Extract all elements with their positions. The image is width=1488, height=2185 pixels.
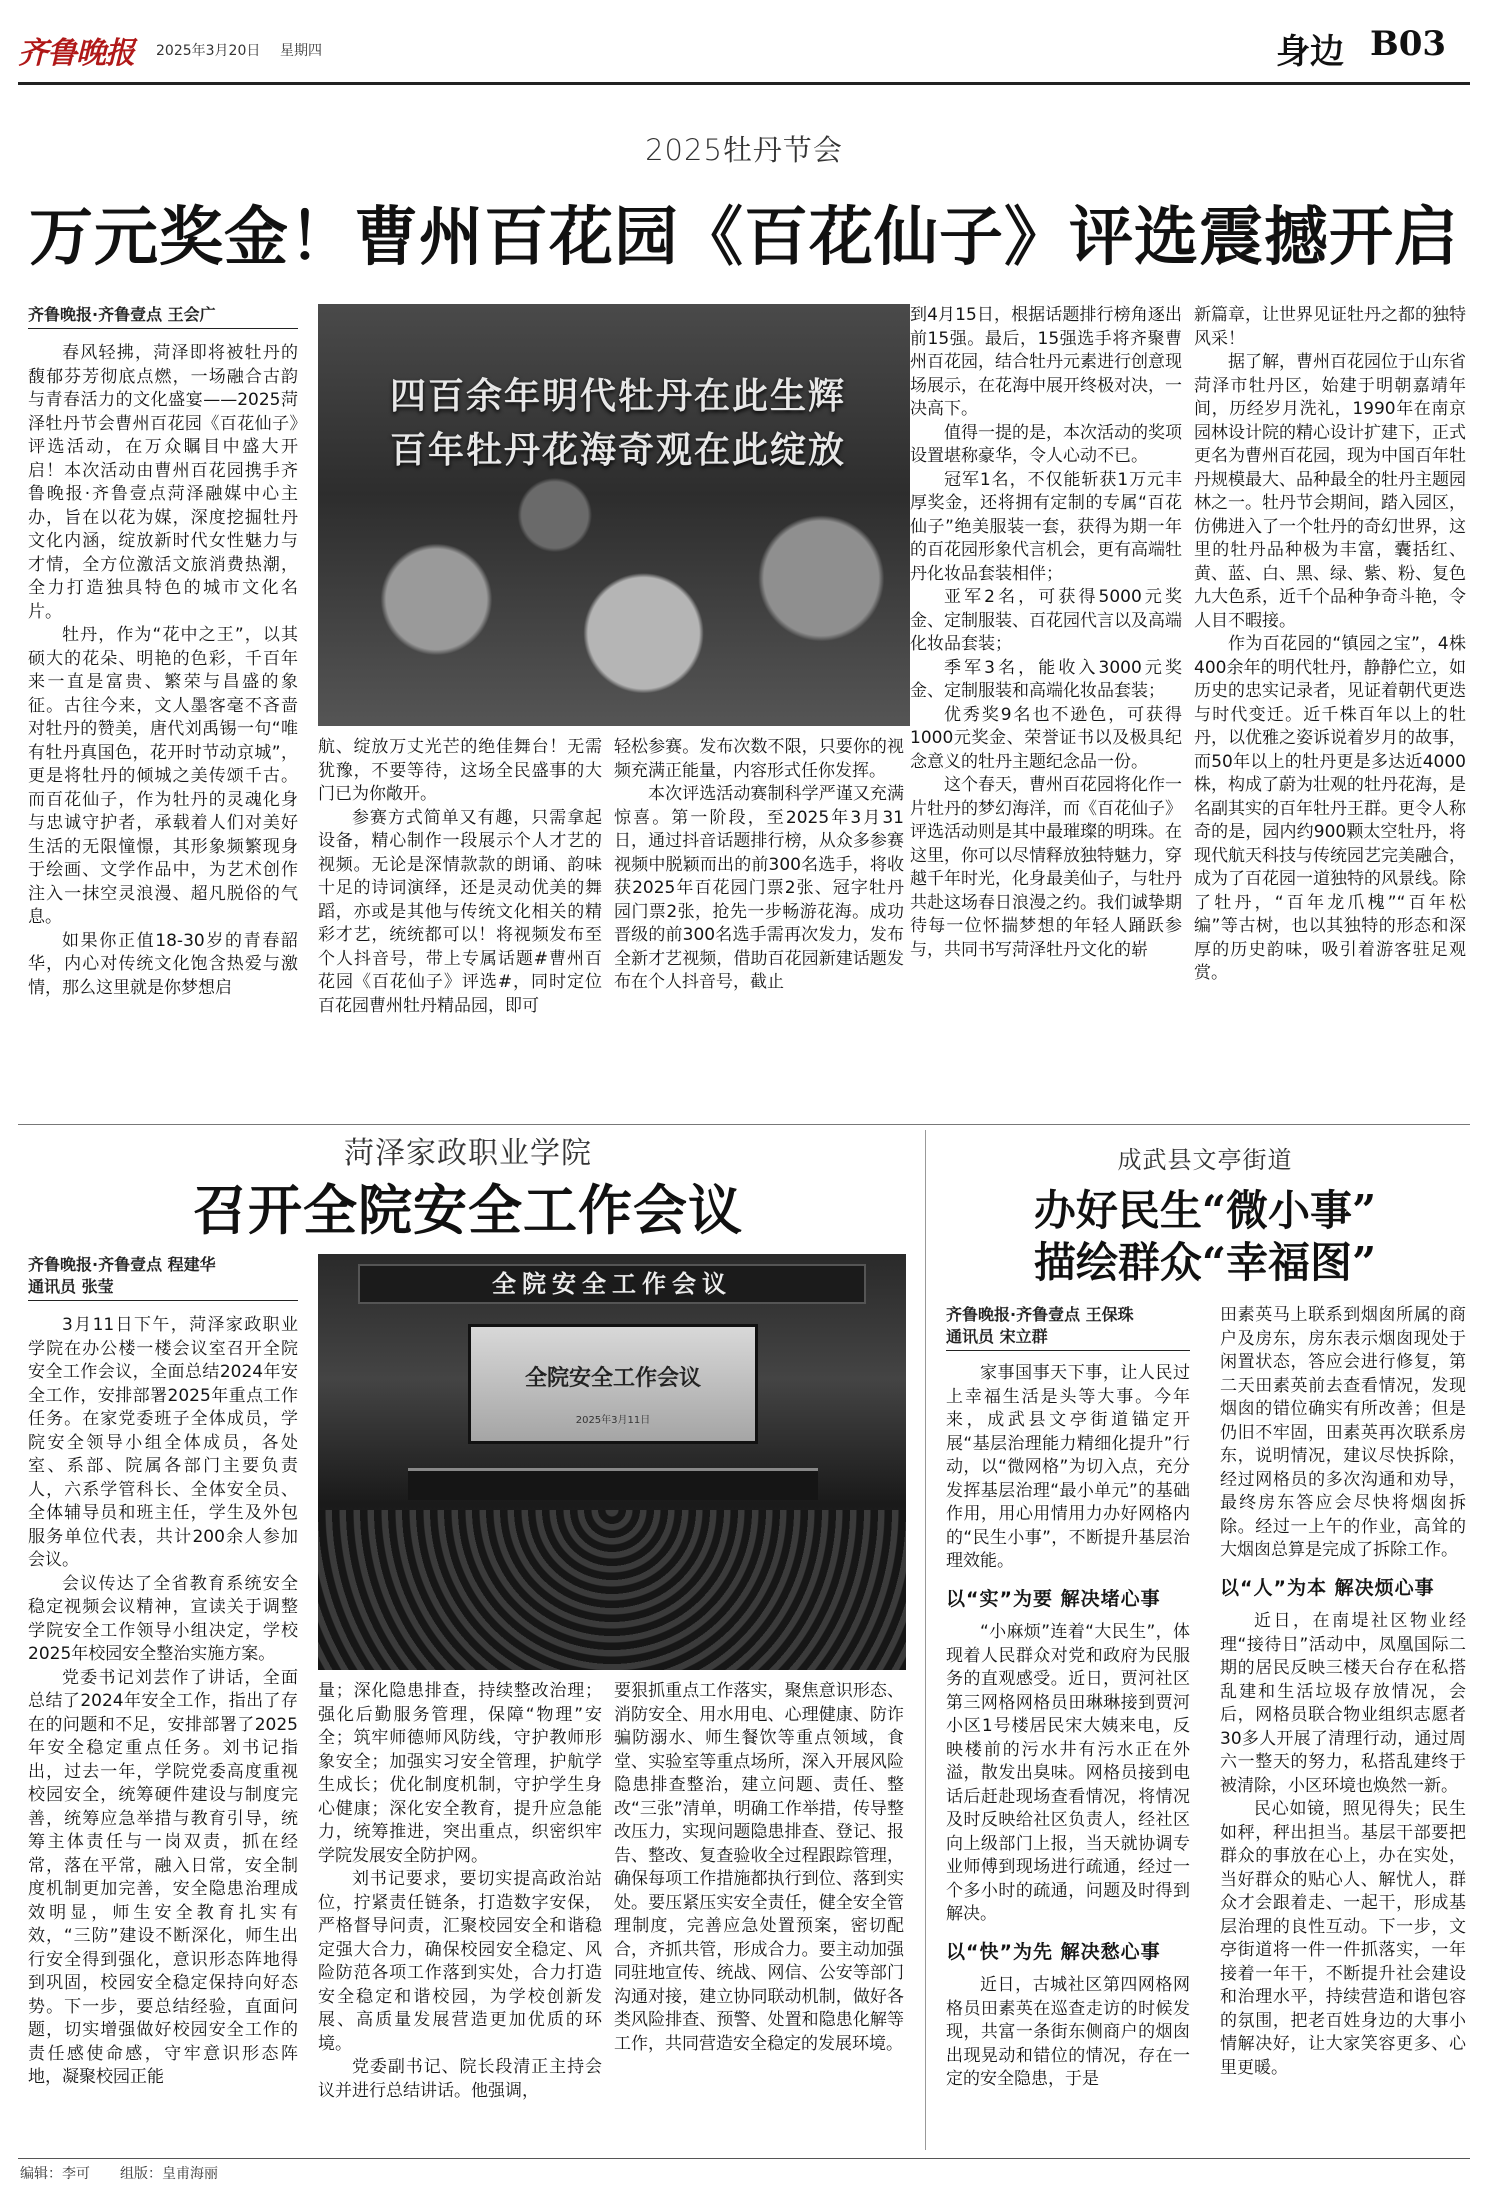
story3-column-2: 田素英马上联系到烟囱所属的商户及房东，房东表示烟囱现处于闲置状态，答应会进行修复，第二天田素英前去查看情况，发现烟囱的错位确实有所改善；但是仍旧不牢固，田素英再次联系房东，说明情况，建议尽快拆除，经过网格员的多次沟通和劝导，最终房东答应会尽快将烟囱拆除。经过一上午的作业，高耸的大烟囱总算是完成了拆除工作。 以“人”为本 解决烦心事 近日，在南堤社区物业经理“接待日”活动中，凤凰国际二期的居民反映三楼天台存在私搭乱建和生活垃圾存放情况，会后，网格员联合物业组织志愿者30多人开展了清理行动，通过周六一整天的努力，私搭乱建终于被清除，小区环境也焕然一新。 民心如镜，照见得失；民生如秤，秤出担当。基层干部要把群众的事放在心上，办在实处，当好群众的贴心人、解忧人，群众才会跟着走、一起干，形成基层治理的良性互动。下一步，文亭街道将一件一件抓落实，一年接着一年干，不断提升社会建设和治理水平，持续营造和谐包容的氛围，把老百姓身边的大事小情解决好，让大家笑容更多、心里更暖。 — [1220, 1305, 1466, 2078]
story1-kicker: 2025牡丹节会 — [645, 133, 843, 167]
photo-caption-line-1: 四百余年明代牡丹在此生辉 — [389, 376, 846, 417]
story1-column-5: 新篇章，让世界见证牡丹之都的独特风采！ 据了解，曹州百花园位于山东省菏泽市牡丹区，始建于明朝嘉靖年间，历经岁月洗礼，1990年在南京园林设计院的精心设计扩建下，正式更名为曹州百花园，现为中国百年牡丹规模最大、品种最全的牡丹主题园林之一。牡丹节会期间，踏入园区，仿佛进入了一个牡丹的奇幻世界，这里的牡丹品种极为丰富，囊括红、黄、蓝、白、黑、绿、紫、粉、复色九大色系，近千个品种争奇斗艳，令人目不暇接。 作为百花园的“镇园之宝”，4株400余年的明代牡丹，静静伫立，如历史的忠实记录者，见证着朝代更迭与时代变迁。近千株百年以上的牡丹，以优雅之姿诉说着岁月的故事，而50年以上的牡丹更是多达近4000株，构成了蔚为壮观的牡丹花海，是名副其实的百年牡丹王群。更令人称奇的是，园内约900颗太空牡丹，将现代航天科技与传统园艺完美融合，成为了百花园一道独特的风景线。除了牡丹，“百年龙爪槐”“百年松编”等古树，也以其独特的形态和深厚的历史韵味，吸引着游客驻足观赏。 — [1194, 305, 1466, 983]
story3-subhead-2: 以“快”为先 解决愁心事 — [946, 1940, 1161, 1963]
story1-column-1: 春风轻拂，菏泽即将被牡丹的馥郁芬芳彻底点燃，一场融合古韵与青春活力的文化盛宴——2025菏泽牡丹节会曹州百花园《百花仙子》评选活动，在万众瞩目中盛大开启！本次活动由曹州百花园携手齐鲁晚报·齐鲁壹点菏泽融媒中心主办，旨在以花为媒，深度挖掘牡丹文化内涵，绽放新时代女性魅力与才情，全方位激活文旅消费热潮，全力打造独具特色的城市文化名片。 牡丹，作为“花中之王”，以其硕大的花朵、明艳的色彩，千百年来一直是富贵、繁荣与昌盛的象征。古往今来，文人墨客毫不吝啬对牡丹的赞美，唐代刘禹锡一句“唯有牡丹真国色，花开时节动京城”，更是将牡丹的倾城之美传颂千古。而百花仙子，作为牡丹的灵魂化身与忠诚守护者，承载着人们对美好生活的无限憧憬，其形象频繁现身于绘画、文学作品中，为艺术创作注入一抹空灵浪漫、超凡脱俗的气息。 如果你正值18-30岁的青春韶华，内心对传统文化饱含热爱与激情，那么这里就是你梦想启 — [28, 343, 298, 998]
peony-photo — [318, 304, 910, 726]
story2-byline-rule — [28, 1300, 298, 1301]
page-number: B03 — [1370, 24, 1447, 64]
story3-headline-line-2: 描绘群众“幸福图” — [1033, 1238, 1377, 1287]
column-divider — [925, 1130, 926, 2150]
screen-title: 全院安全工作会议 — [524, 1366, 701, 1391]
story1-byline: 齐鲁晚报·齐鲁壹点 王会广 — [28, 305, 216, 324]
meeting-banner — [358, 1264, 866, 1304]
story1-column-2: 航、绽放万丈光芒的绝佳舞台！无需犹豫，不要等待，这场全民盛事的大门已为你敞开。 参赛方式简单又有趣，只需拿起设备，精心制作一段展示个人才艺的视频。无论是深情款款的朗诵、韵味十足的诗词演绎，还是灵动优美的舞蹈，亦或是其他与传统文化相关的精彩才艺，统统都可以！将视频发布至个人抖音号，带上专属话题#曹州百花园《百花仙子》评选#，同时定位百花园曹州牡丹精品园，即可 — [318, 737, 602, 1016]
screen-date: 2025年3月11日 — [575, 1415, 651, 1426]
story1-headline: 万元奖金！曹州百花园《百花仙子》评选震撼开启 — [29, 200, 1459, 275]
story2-column-1: 3月11日下午，菏泽家政职业学院在办公楼一楼会议室召开全院安全工作会议，全面总结2024年安全工作，安排部署2025年重点工作任务。在家党委班子全体成员，学院安全领导小组全体成员，各处室、系部、院属各部门主要负责人，六系学管科长、全体安全员、全体辅导员和班主任，学生及外包服务单位代表，共计200余人参加会议。 会议传达了全省教育系统安全稳定视频会议精神，宣读关于调整学院安全工作领导小组决定，学校2025年校园安全整治实施方案。 党委书记刘芸作了讲话，全面总结了2024年安全工作，指出了存在的问题和不足，安排部署了2025年安全稳定重点任务。刘书记指出，过去一年，学院党委高度重视校园安全，统筹硬件建设与制度完善，统筹应急举措与教育引导，统筹主体责任与一岗双责，抓在经常，落在平常，融入日常，安全制度机制更加完善，安全隐患治理成效明显，师生安全教育扎实有效，“三防”建设不断深化，师生出行安全得到强化，意识形态阵地得到巩固，校园安全稳定保持向好态势。下一步，要总结经验，直面问题，切实增强做好校园安全工作的责任感使命感，守牢意识形态阵地，凝聚校园正能 — [28, 1315, 298, 2087]
footer-layout: 组版：皇甫海丽 — [120, 2166, 218, 2182]
story2-column-2: 量；深化隐患排查，持续整改治理；强化后勤服务管理，保障“物理”安全；筑牢师德师风防线，守护教师形象安全；加强实习安全管理，护航学生成长；优化制度机制，守护学生身心健康；深化安全教育，提升应急能力，统筹推进，突出重点，织密织牢学院发展安全防护网。 刘书记要求，要切实提高政治站位，拧紧责任链条，打造数字安保，严格督导问责，汇聚校园安全和谐稳定强大合力，确保校园安全稳定、风险防范各项工作落到实处，合力打造安全稳定和谐校园，为学校创新发展、高质量发展营造更加优质的环境。 党委副书记、院长段清正主持会议并进行总结讲话。他强调， — [318, 1681, 602, 2101]
issue-weekday: 星期四 — [280, 43, 322, 59]
story3-subhead-1: 以“实”为要 解决堵心事 — [946, 1587, 1161, 1610]
story2-column-3: 要狠抓重点工作落实，聚焦意识形态、消防安全、用水用电、心理健康、防诈骗防溺水、师生餐饮等重点领域，食堂、实验室等重点场所，深入开展风险隐患排查整治，建立问题、责任、整改“三张”清单，明确工作举措，传导整改压力，实现问题隐患排查、登记、报告、整改、复查验收全过程跟踪管理，确保每项工作措施都执行到位、落到实处。要压紧压实安全责任，健全安全管理制度，完善应急处置预案，密切配合，齐抓共管，形成合力。要主动加强同驻地宣传、统战、网信、公安等部门沟通对接，建立协同联动机制，做好各类风险排查、预警、处置和隐患化解等工作，共同营造安全稳定的发展环境。 — [614, 1681, 904, 2054]
masthead-rule — [18, 82, 1470, 85]
meeting-screen — [468, 1324, 758, 1444]
story3-kicker: 成武县文亭街道 — [1117, 1146, 1293, 1174]
story3-column-1: 家事国事天下事，让人民过上幸福生活是头等大事。今年来，成武县文亭街道锚定开展“基层治理能力精细化提升”行动，以“微网格”为切入点，充分发挥基层治理“最小单元”的基础作用，用心用情用力办好网格内的“民生小事”，不断提升基层治理效能。 以“实”为要 解决堵心事 “小麻烦”连着“大民生”，体现着人民群众对党和政府为民服务的直观感受。近日，贾河社区第三网格网格员田琳琳接到贾河小区1号楼居民宋大姨来电，反映楼前的污水井有污水正在外溢，散发出臭味。网格员接到电话后赶赴现场查看情况，将情况及时反映给社区负责人，经社区向上级部门上报，当天就协调专业师傅到现场进行疏通，经过一个多小时的疏通，问题及时得到解决。 以“快”为先 解决愁心事 近日，古城社区第四网格网格员田素英在巡查走访的时候发现，共富一条街东侧商户的烟囱出现晃动和错位的情况，存在一定的安全隐患，于是 — [946, 1363, 1190, 2089]
story2-headline: 召开全院安全工作会议 — [193, 1178, 743, 1242]
story2-kicker: 菏泽家政职业学院 — [344, 1136, 592, 1171]
story1-byline-rule — [28, 328, 298, 329]
story3-headline-line-1: 办好民生“微小事” — [1033, 1186, 1377, 1235]
issue-date: 2025年3月20日 — [156, 43, 261, 59]
podium-table — [408, 1468, 818, 1500]
story3-byline-rule — [946, 1350, 1190, 1351]
footer-rule — [18, 2158, 1470, 2159]
story3-byline: 齐鲁晚报·齐鲁壹点 王保珠 通讯员 宋立群 — [946, 1305, 1134, 1346]
newspaper-logo: 齐鲁晚报 — [18, 36, 134, 71]
story3-subhead-3: 以“人”为本 解决烦心事 — [1220, 1576, 1435, 1599]
audience-rows — [318, 1510, 906, 1670]
story1-column-3: 轻松参赛。发布次数不限，只要你的视频充满正能量，内容形式任你发挥。 本次评选活动赛制科学严谨又充满惊喜。第一阶段，至2025年3月31日，通过抖音话题排行榜，从众多参赛视频中脱颖而出的前300名选手，将收获2025年百花园门票2张、冠字牡丹园门票2张，抢先一步畅游花海。成功晋级的前300名选手需再次发力，发布全新才艺视频，借助百花园新建话题发布在个人抖音号，截止 — [614, 737, 904, 992]
story2-byline: 齐鲁晚报·齐鲁壹点 程建华 通讯员 张莹 — [28, 1255, 216, 1296]
story1-column-4: 到4月15日，根据话题排行榜角逐出前15强。最后，15强选手将齐聚曹州百花园，结合牡丹元素进行创意现场展示，在花海中展开终极对决，一决高下。 值得一提的是，本次活动的奖项设置堪称豪华，令人心动不已。 冠军1名，不仅能斩获1万元丰厚奖金，还将拥有定制的专属“百花仙子”绝美服装一套，获得为期一年的百花园形象代言机会，更有高端牡丹化妆品套装相伴； 亚军2名，可获得5000元奖金、定制服装、百花园代言以及高端化妆品套装； 季军3名，能收入3000元奖金、定制服装和高端化妆品套装； 优秀奖9名也不逊色，可获得1000元奖金、荣誉证书以及极具纪念意义的牡丹主题纪念品一份。 这个春天，曹州百花园将化作一片牡丹的梦幻海洋，而《百花仙子》评选活动则是其中最璀璨的明珠。在这里，你可以尽情释放独特魅力，穿越千年时光，化身最美仙子，与牡丹共赴这场春日浪漫之约。我们诚挚期待每一位怀揣梦想的年轻人踊跃参与，共同书写菏泽牡丹文化的崭 — [910, 305, 1182, 960]
meeting-banner-text: 全院安全工作会议 — [492, 1270, 732, 1298]
masthead — [18, 18, 1470, 80]
meeting-photo — [318, 1254, 906, 1670]
footer-editor: 编辑：李可 — [20, 2166, 90, 2182]
photo-caption-line-2: 百年牡丹花海奇观在此绽放 — [389, 430, 846, 471]
section-name: 身边 — [1276, 32, 1344, 72]
story1-bottom-rule — [18, 1124, 1470, 1125]
